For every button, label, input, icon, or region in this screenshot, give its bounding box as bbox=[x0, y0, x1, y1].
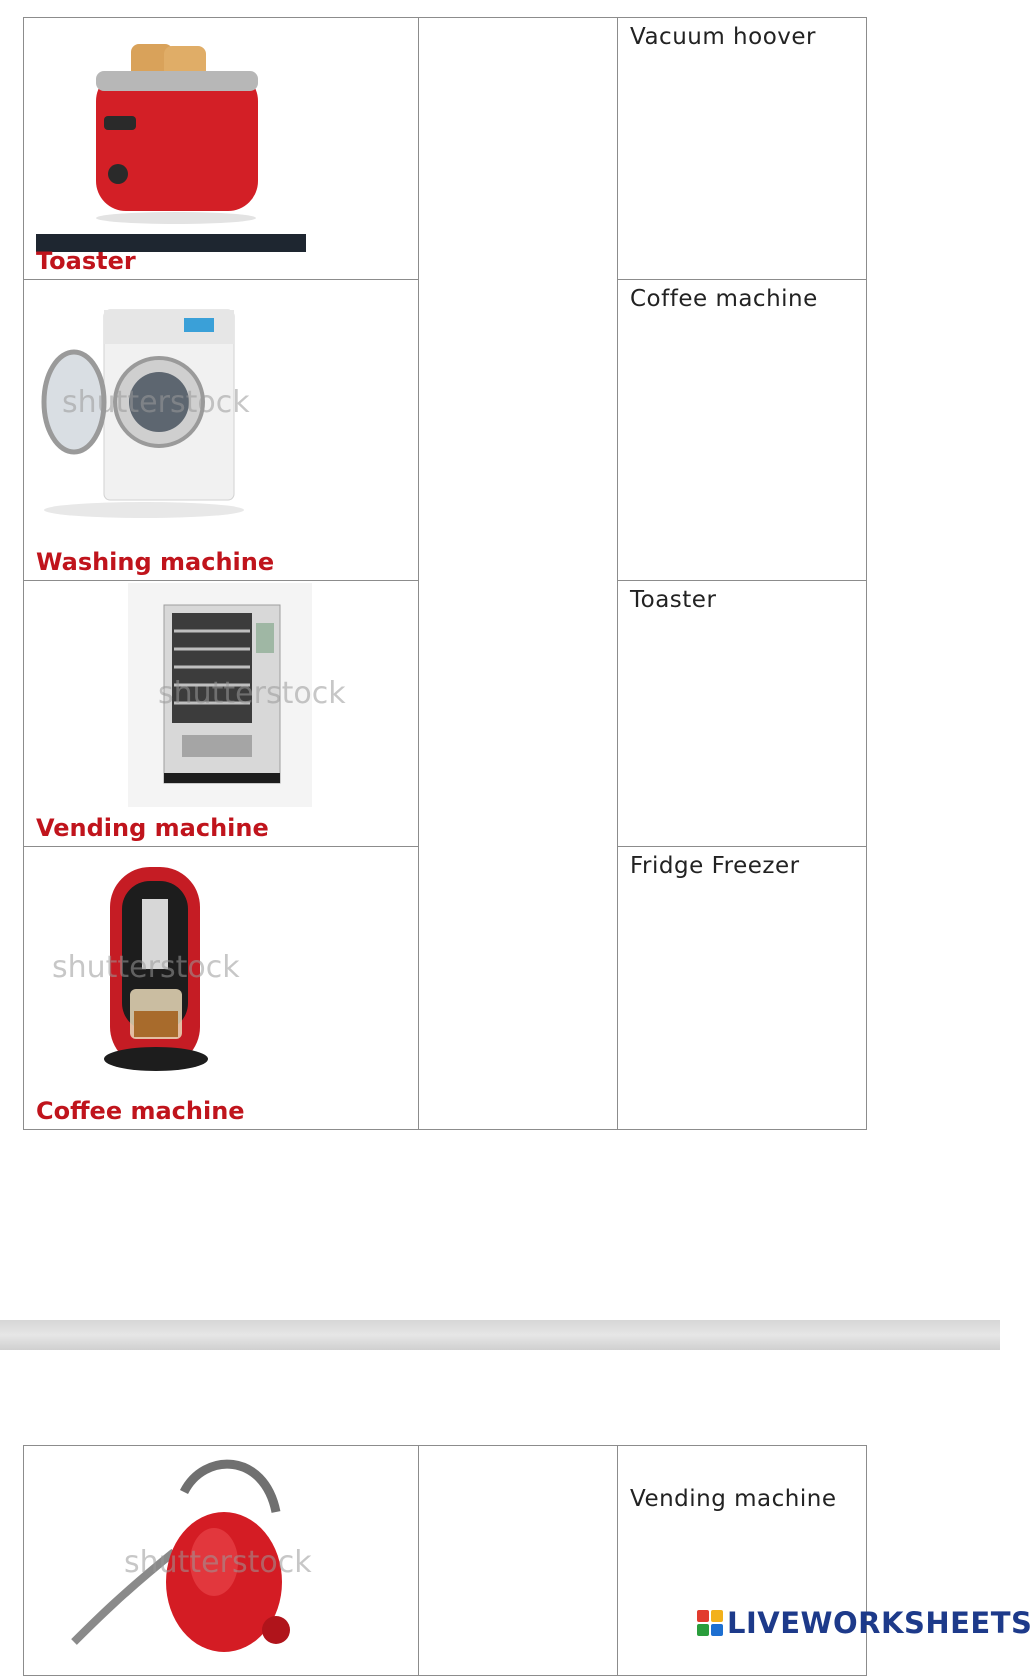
matching-table-page-2 bbox=[23, 1445, 867, 1676]
washing-machine-image bbox=[34, 302, 254, 542]
word-vacuum-hoover: Vacuum hoover bbox=[630, 24, 816, 50]
liveworksheets-logo bbox=[697, 1605, 1032, 1641]
word-cell bbox=[618, 1446, 867, 1676]
image-cell-washing-machine bbox=[24, 280, 419, 581]
svg-text:shutterstock: shutterstock bbox=[52, 950, 240, 985]
caption-toaster: Toaster bbox=[36, 247, 136, 275]
vacuum-hoover-image bbox=[64, 1452, 344, 1652]
caption-washing-machine: Washing machine bbox=[36, 548, 275, 576]
image-cell-coffee-machine bbox=[24, 847, 419, 1130]
image-cell-vacuum bbox=[24, 1446, 419, 1676]
vending-machine-image bbox=[128, 583, 346, 807]
word-cell bbox=[618, 581, 867, 847]
word-fridge-freezer: Fridge Freezer bbox=[630, 853, 800, 879]
word-toaster: Toaster bbox=[630, 587, 717, 613]
image-cell-vending-machine bbox=[24, 581, 419, 847]
image-cell-toaster bbox=[24, 18, 419, 280]
word-cell bbox=[618, 847, 867, 1130]
logo-badge-icon bbox=[697, 1610, 723, 1636]
word-vending-machine: Vending machine bbox=[630, 1486, 837, 1512]
word-cell bbox=[618, 280, 867, 581]
answer-column[interactable] bbox=[419, 18, 618, 1130]
svg-text:shutterstock: shutterstock bbox=[158, 676, 346, 711]
coffee-machine-image bbox=[42, 859, 262, 1091]
matching-table-page-1 bbox=[23, 17, 867, 1130]
word-coffee-machine: Coffee machine bbox=[630, 286, 818, 312]
caption-coffee-machine: Coffee machine bbox=[36, 1097, 245, 1125]
table-row bbox=[24, 18, 867, 280]
table-row bbox=[24, 1446, 867, 1676]
answer-cell[interactable] bbox=[419, 1446, 618, 1676]
svg-text:shutterstock: shutterstock bbox=[124, 1545, 312, 1580]
svg-text:shutterstock: shutterstock bbox=[62, 385, 250, 420]
logo-text: LIVEWORKSHEETS bbox=[727, 1606, 1032, 1640]
page-divider bbox=[0, 1320, 1000, 1350]
word-cell bbox=[618, 18, 867, 280]
caption-vending-machine: Vending machine bbox=[36, 814, 269, 842]
toaster-image bbox=[36, 26, 306, 254]
